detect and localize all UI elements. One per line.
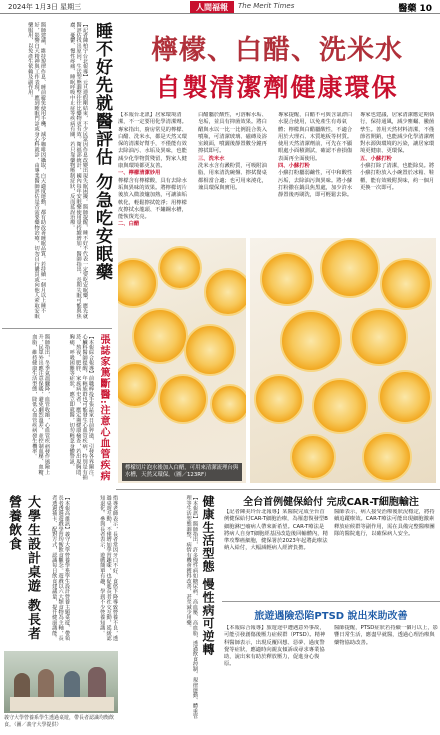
lemon-slice [378,370,432,424]
cleaning-col1-text: 【本報台北訊】居家環境清潔，不一定要用化學清潔劑。專家指出，廚房常見的檸檬、白醋、洗米水，都是天然又環保的清潔好幫手，不僅能有效去除油污、水垢及異味，也能減少化學物質殘留，對家人健康與環境都更友善。 [118,112,187,170]
lemon-slice [312,378,368,434]
cart-body-2: 醫師表示，病人接受治療後狀況穩定，將持續追蹤療效。CAR-T療法可能出現細胞激素釋放症候群等副作用，需在具備完整醫療團隊的醫院進行，以確保病人安全。 [334,509,435,537]
person-figure [38,669,54,699]
lemon-slice [204,268,246,316]
cleaning-col2-text: 白醋屬於酸性，可溶解水垢、皂垢，並具有抑菌效果。將白醋與水以一比一比例混合裝入噴瓶，可清潔玻璃、磁磚及浴室鏡面，噴灑後靜置數分鐘再擦拭即可。 [198,112,267,155]
lemon-photo-right [250,238,436,483]
cleaning-col3-text: 專家提醒，白醋不可與含氯漂白水混合使用，以免產生有毒氣體；檸檬與白醋屬酸性，不適合用於大理石、木質地板等材質。使用天然清潔劑前，可先在不顯眼處小面積測試，確認不會損傷表面再全面使用。 [278,112,353,162]
lemon-slice [260,252,314,306]
lemon-slice [132,308,188,364]
lemon-slice [118,258,158,308]
lemon-slice [380,258,432,310]
lemon-slice [118,362,158,408]
cleaning-col1b-text: 檸檬含有檸檬酸，具有去除水垢與異味的效果。將檸檬切片後放入微波爐加熱，可讓油垢軟化，輕鬆擦拭乾淨；用檸檬皮擦拭水龍頭、不鏽鋼水槽，能恢復光亮。 [118,177,187,221]
person-figure [64,671,80,699]
lemon-slice [184,324,236,376]
boardgame-photo-caption: 義守大學營養系學生透過桌遊，帶長者認識均衡飲食。（圖／義守大學提供） [4,715,115,728]
cleaning-column-4 [360,112,436,236]
cleaning-article [118,16,436,489]
boardgame-body-1: 【本報高雄訊】義守大學營養學系學生設計營養主題桌遊，帶領長者透過遊戲學習均衡飲食觀念。遊戲以六大類食物為主軸，長者透過抽卡、配對方式，認識每日飲食建議量，提升健康識能。 [51,495,70,641]
boardgame-headline: 大學生設計桌遊 教長者營養飲食 [6,495,40,641]
heart-article-body-2: 醫師指出，冬季氣溫驟降，血管收縮，心血管疾病發作風險上升，民眾外出應注意保暖，避免劇烈溫差，並控制血壓、血糖、血脂，維持健康生活型態，降低心血管疾病發生機率。 [31,334,50,480]
right-divider [222,601,440,602]
person-figure [88,667,106,699]
lemon-slice [158,246,202,290]
cleaning-col3b-text: 小蘇打粉屬弱鹼性，可中和酸性污垢，去除油污與異味。將小蘇打粉撒在鍋具焦黑處，加少許水靜置後再刷洗，即可輕鬆去除。 [278,170,353,199]
cleaning-column-1 [118,112,192,236]
left-divider [2,328,112,329]
section-label [398,1,432,14]
lemon-slice [254,374,304,424]
page-number: 10 [419,4,432,14]
lemon-slices-photo [118,238,246,483]
person-figure [14,673,30,699]
cleaning-subhead-5: 五、小蘇打粉 [360,155,392,162]
newspaper-english-name: The Merit Times [238,2,295,10]
ptsd-headline: 旅遊遇險恐陷PTSD 說出來助改善 [254,611,408,622]
ptsd-body-2: 醫師提醒，PTSD症狀若持續一個月以上，影響日常生活，應盡早就醫，透過心理治療與藥物協助改善。 [334,625,438,646]
lemon-slice [280,310,342,372]
section-name: 醫藥 [398,4,417,14]
sleep-article-body-2: 醫師建議，維持規律作息、睡前避免使用手機、減少咖啡因攝取，白天適度運動，都有助改善睡眠品質。若持續一個月以上睡不好，影響白天精神與工作表現，應到睡眠門診或身心科就診，由專業醫師評估是否需要藥物治療，切勿自行購買或向他人索取安眠藥服用，以免產生依賴及副作用。 [27,22,46,319]
lemon-slice [320,238,380,298]
cleaning-col4b-text: 小蘇打除了清潔，也能除臭。將小蘇打粉放入小碗置於冰箱、鞋櫃，能有效吸附異味，約一個月更換一次即可。 [360,163,435,191]
newspaper-logo: 人間福報 [190,1,234,13]
sleep-article-body-1: 【記者陳柏宇台北報導】元旦連假剛結束，不少民眾因作息改變出現失眠困擾。醫師提醒，睡不好不代表一定要吃安眠藥，應先就醫評估找出原因，生活型態調整往往比藥物更有效。衛福部統計，國內每年安眠藥使用量持續增加，醫師指出，長期失眠可能與焦慮、憂鬱、慢性疼痛、睡眠呼吸中止症等疾病有關，若只靠藥物壓制症狀，反而延誤治療。 [69,22,88,319]
heart-article-body-1: 【本報綜合報導】前職棒投手張誌家日前猝逝，引發各界關注。心臟科醫師提醒，年輕族群也可能發生心血管疾病，特別是有抽菸、熬夜、肥胖、家族病史者，應定期健康檢查，若出現胸悶、胸痛、呼吸困難等症狀，應立即就醫，切勿輕忽身體警訊。 [68,334,94,480]
lemon-slice [362,432,412,482]
boardgame-photo [4,651,118,713]
cleaning-column-2 [198,112,272,236]
boardgame-body-2: 指導老師表示，長者常因牙口不好、食慾下降導致營養不良，透過桌遊互動，不僅增加學習趣味，也促進長者社交互動，延緩認知退化。參與長者表示，遊戲簡單有趣，學到不少營養知識。 [99,495,118,641]
lemon-slice [158,374,208,424]
lemon-slice [290,434,336,480]
boardgame-article [0,489,220,735]
cleaning-col4-text: 專家也建議，居家清潔應定期執行，保持通風，減少塵蟎、黴菌孳生。善用天然材料清潔，不僅節省開銷，也能減少化學清潔劑對水源與環境的污染，讓居家環境更健康、更環保。 [360,112,435,155]
game-table [10,697,114,711]
page-header [0,0,440,14]
cart-body-1: 【記者陳美玲台北報導】某醫院完成全台首例健保給付CAR-T細胞治療，為罹患復發型B細胞淋巴瘤病人帶來新希望。CAR-T療法是將病人自身T細胞經基因改造後回輸體內，精準攻擊癌細胞，健保署於2023年起將此療法納入給付，大幅減輕病人經濟負擔。 [224,509,328,552]
cleaning-column-3 [278,112,354,236]
cart-headline: 全台首例健保給付 完成CAR-T細胞輸注 [243,497,419,508]
cleaning-subhead-1: 一、檸檬清潔妙用 [118,170,161,177]
lower-right-articles [222,489,440,735]
lifestyle-headline: 健康生活型態 慢性病可逆轉 [201,495,215,657]
cleaning-subhead-4: 四、小蘇打粉 [278,163,310,170]
lemon-slice [350,308,408,366]
cleaning-subhead-2: 二、白醋 [118,221,140,228]
cleaning-title-line1: 檸檬、白醋、洗米水 [151,35,403,66]
lemon-slice [210,384,246,424]
lemon-photo-caption: 檸檬切片泡水後加入白醋，可用來清潔流理台與水槽，天然又環保。（圖／123RF） [122,463,242,481]
issue-date: 2024年 1月3日 星期三 [8,3,82,11]
lifestyle-body: 【本報訊】醫師指出，許多慢性病如糖尿病、高血壓、高血脂，透過飲食控制、規律運動、體重管理等生活型態調整，病情有機會獲得改善，甚至減少用藥。 [185,495,198,719]
ptsd-body-1: 【本報綜合報導】旅遊途中遭遇意外事故，可能引發創傷後壓力症候群（PTSD）。精神科醫師表示，出現反覆回想、惡夢、過度警覺等症狀，應適時向親友傾訴或尋求專業協助，說出來有助於釋放壓力，促進身心復原。 [224,625,326,668]
cleaning-col2b-text: 洗米水含有澱粉質，可吸附油脂，用來清洗碗盤、擦拭餐桌都相當合適；也可用來澆花，兼具環保與實用。 [198,163,267,191]
cleaning-title-line2: 自製清潔劑健康環保 [155,73,399,102]
cleaning-subhead-3: 三、洗米水 [198,155,225,162]
sleep-article-headline: 睡不好先就醫評估 勿急吃安眠藥 [92,22,112,281]
heart-article-headline: 張誌家篤斷醫:注意心血管疾病 [98,334,109,482]
